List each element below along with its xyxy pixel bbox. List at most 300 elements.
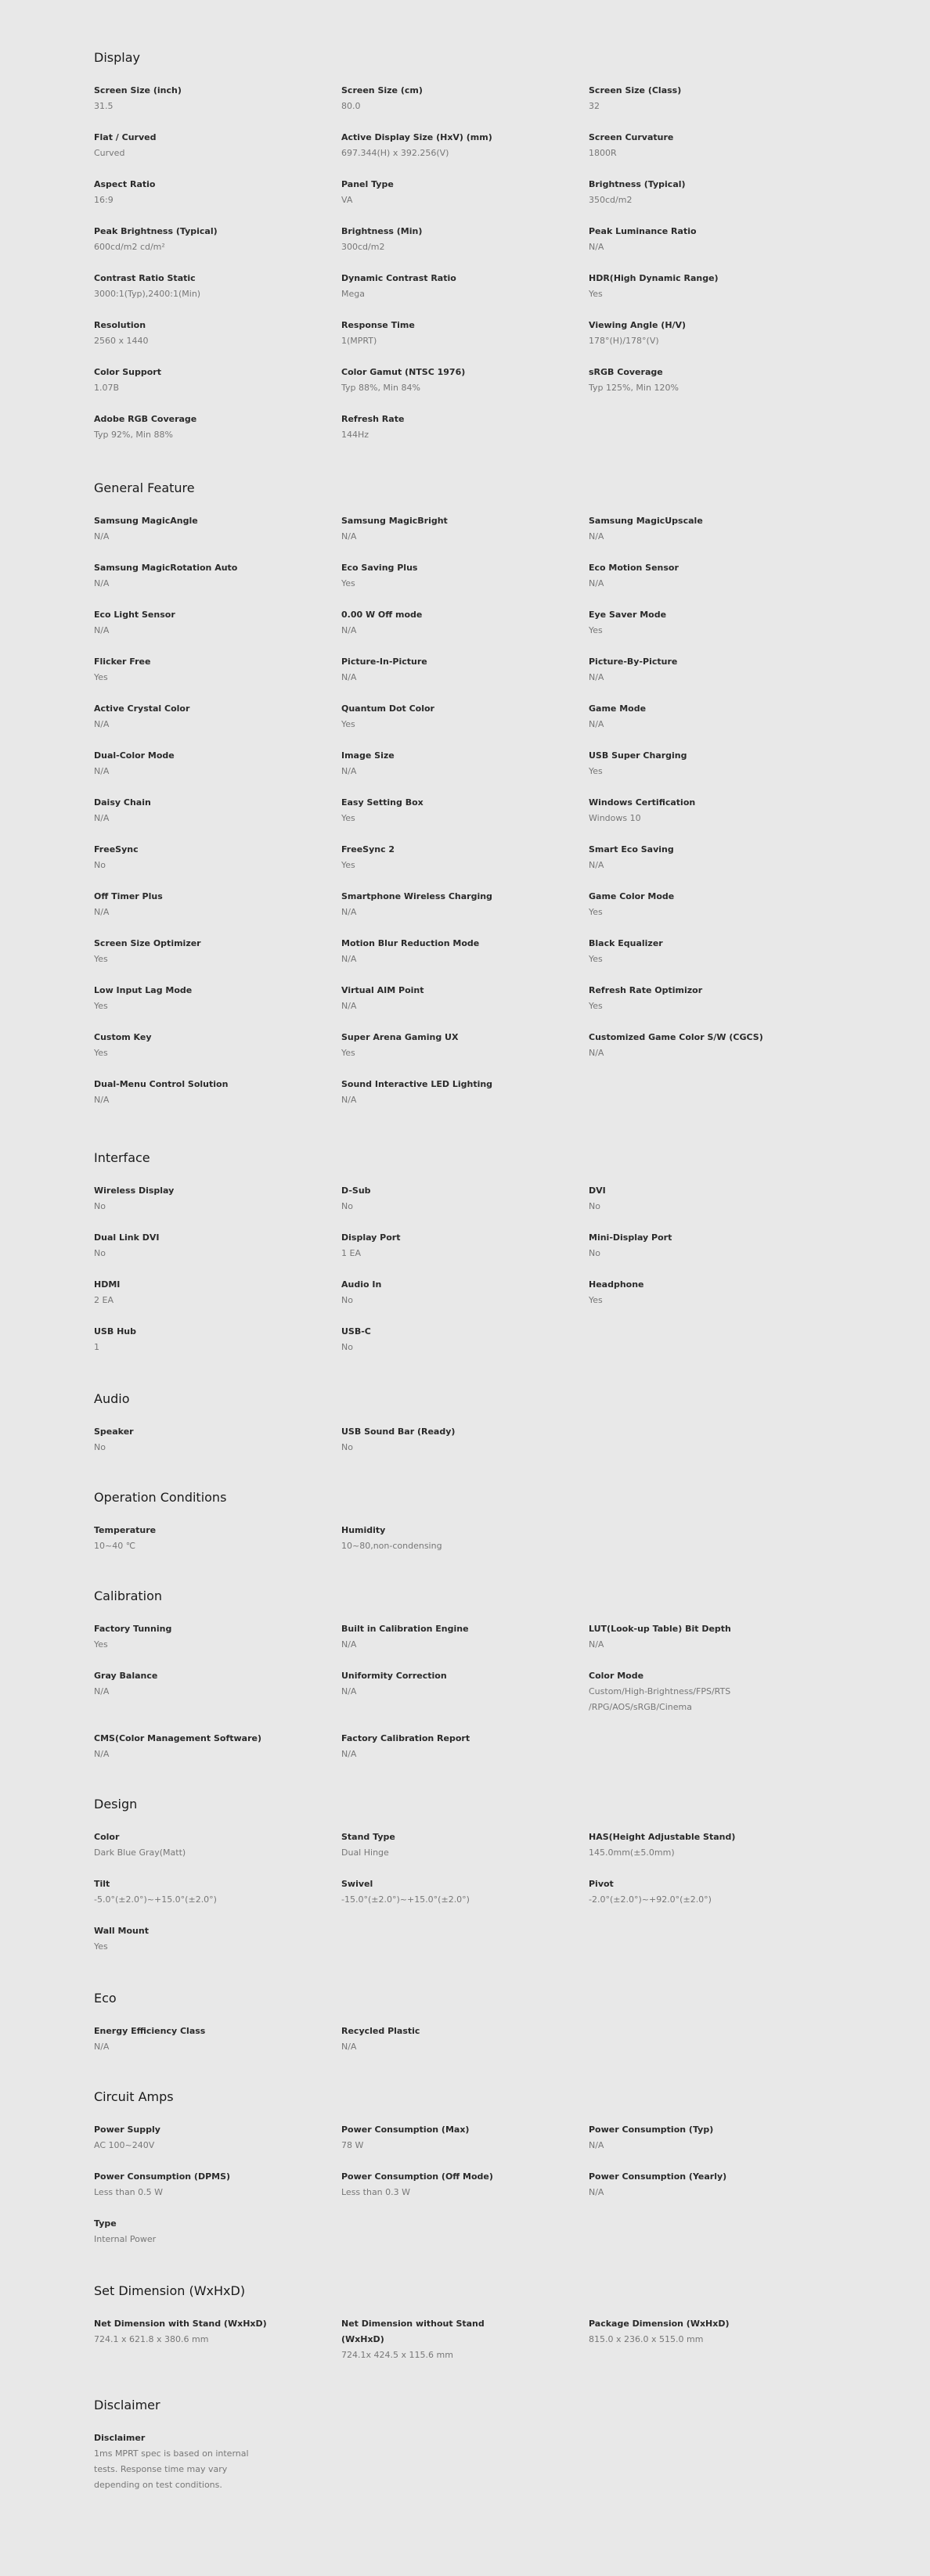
spec-label: Built in Calibration Engine (341, 1624, 469, 1634)
spec-value: N/A (589, 578, 604, 588)
spec-value: No (341, 1295, 353, 1305)
spec-custom-key (94, 1030, 325, 1061)
spec-value: No (94, 1248, 106, 1258)
spec-color-support (94, 365, 325, 396)
spec-label: Color (94, 1832, 120, 1842)
spec-factory-tunning (94, 1621, 325, 1653)
spec-dual-link-dvi (94, 1230, 325, 1261)
spec-value: No (341, 1201, 353, 1211)
spec-response-time (341, 318, 572, 349)
spec-value: Yes (589, 1001, 603, 1011)
spec-wireless-display (94, 1183, 325, 1214)
spec-label: Off Timer Plus (94, 891, 163, 901)
spec-value: N/A (94, 2042, 110, 2052)
spec-label: Pivot (589, 1879, 614, 1889)
spec-peak-brightness (94, 224, 325, 255)
section-title: Audio (94, 1391, 130, 1406)
spec-value: 32 (589, 101, 600, 111)
spec-label: Quantum Dot Color (341, 703, 434, 714)
spec-power-supply (94, 2122, 325, 2153)
spec-label: Dynamic Contrast Ratio (341, 273, 456, 283)
spec-value: N/A (589, 1048, 604, 1058)
spec-label: Screen Size (cm) (341, 85, 423, 95)
spec-pivot (589, 1876, 820, 1908)
spec-value: 2 EA (94, 1295, 114, 1305)
section-title: Disclaimer (94, 2398, 160, 2412)
spec-value: Dual Hinge (341, 1847, 389, 1858)
spec-sound-interactive-led (341, 1077, 572, 1108)
spec-lut-bit-depth (589, 1621, 820, 1653)
spec-label: Adobe RGB Coverage (94, 414, 197, 424)
section-title: Design (94, 1797, 138, 1811)
spec-dvi (589, 1183, 820, 1214)
spec-label: Recycled Plastic (341, 2026, 420, 2036)
spec-label: FreeSync 2 (341, 844, 395, 854)
spec-value: 145.0mm(±5.0mm) (589, 1847, 675, 1858)
spec-hdmi (94, 1277, 325, 1308)
spec-label: Refresh Rate Optimizor (589, 985, 703, 995)
spec-value: N/A (589, 531, 604, 541)
spec-value: Yes (589, 954, 603, 964)
spec-net-dimension-without-stand (341, 2316, 572, 2363)
spec-mini-display-port (589, 1230, 820, 1261)
spec-brightness-typical (589, 177, 820, 208)
spec-value: 300cd/m2 (341, 242, 385, 252)
spec-label: HDMI (94, 1279, 121, 1290)
spec-image-size (341, 748, 572, 779)
spec-value: 16:9 (94, 195, 114, 205)
spec-label: Customized Game Color S/W (CGCS) (589, 1032, 763, 1042)
spec-value: N/A (341, 1639, 357, 1650)
spec-value: -2.0°(±2.0°)~+92.0°(±2.0°) (589, 1894, 712, 1905)
spec-label: Eco Light Sensor (94, 610, 175, 620)
section-title: Interface (94, 1150, 150, 1165)
spec-value: N/A (94, 813, 110, 823)
spec-off-mode (341, 607, 572, 639)
spec-value: Internal Power (94, 2234, 157, 2244)
spec-label: Flicker Free (94, 657, 151, 667)
spec-value: 1800R (589, 148, 617, 158)
spec-panel-type (341, 177, 572, 208)
section-title: General Feature (94, 480, 195, 495)
spec-label: Display Port (341, 1232, 401, 1243)
spec-game-color-mode (589, 889, 820, 920)
spec-resolution (94, 318, 325, 349)
spec-label: Audio In (341, 1279, 382, 1290)
spec-windows-certification (589, 795, 820, 826)
spec-hdr (589, 271, 820, 302)
spec-value: 724.1x 424.5 x 115.6 mm (341, 2350, 453, 2360)
spec-label: Brightness (Typical) (589, 179, 686, 189)
spec-label: Game Mode (589, 703, 647, 714)
spec-low-input-lag-mode (94, 983, 325, 1014)
spec-value: AC 100~240V (94, 2140, 155, 2150)
spec-value: N/A (94, 531, 110, 541)
spec-easy-setting-box (341, 795, 572, 826)
spec-label: Aspect Ratio (94, 179, 156, 189)
spec-label: Image Size (341, 750, 395, 761)
spec-super-arena-gaming-ux (341, 1030, 572, 1061)
spec-label: HAS(Height Adjustable Stand) (589, 1832, 736, 1842)
spec-label: Eco Motion Sensor (589, 563, 679, 573)
spec-value: Yes (589, 289, 603, 299)
spec-uniformity-correction (341, 1668, 572, 1700)
spec-value: N/A (341, 907, 357, 917)
spec-flicker-free (94, 654, 325, 685)
spec-tilt (94, 1876, 325, 1908)
spec-label: Refresh Rate (341, 414, 405, 424)
spec-label: Mini-Display Port (589, 1232, 672, 1243)
spec-label: Power Consumption (Typ) (589, 2124, 714, 2135)
spec-power-consumption-dpms (94, 2169, 325, 2200)
section-title: Set Dimension (WxHxD) (94, 2283, 246, 2298)
spec-label: Disclaimer (94, 2433, 146, 2443)
spec-active-crystal-color (94, 701, 325, 732)
spec-value: N/A (341, 531, 357, 541)
spec-power-type (94, 2216, 325, 2247)
spec-value: Yes (341, 1048, 355, 1058)
spec-value: Curved (94, 148, 125, 158)
spec-value: 144Hz (341, 430, 369, 440)
spec-value: 1(MPRT) (341, 336, 377, 346)
spec-label: Samsung MagicUpscale (589, 516, 703, 526)
spec-usb-super-charging (589, 748, 820, 779)
spec-label: Dual-Menu Control Solution (94, 1079, 229, 1089)
spec-label: LUT(Look-up Table) Bit Depth (589, 1624, 731, 1634)
spec-value: Mega (341, 289, 365, 299)
spec-motion-blur-reduction (341, 936, 572, 967)
spec-label: Tilt (94, 1879, 110, 1889)
spec-value: N/A (341, 2042, 357, 2052)
spec-value: 1 (94, 1342, 99, 1352)
spec-cms (94, 1731, 325, 1762)
spec-label: Headphone (589, 1279, 644, 1290)
spec-magicupscale (589, 513, 820, 545)
spec-label: Power Consumption (Off Mode) (341, 2171, 493, 2182)
spec-label: Smartphone Wireless Charging (341, 891, 492, 901)
spec-label: Viewing Angle (H/V) (589, 320, 687, 330)
spec-value: -5.0°(±2.0°)~+15.0°(±2.0°) (94, 1894, 217, 1905)
spec-picture-in-picture (341, 654, 572, 685)
spec-label: Response Time (341, 320, 415, 330)
spec-label: Screen Size (inch) (94, 85, 182, 95)
spec-label: Eye Saver Mode (589, 610, 667, 620)
spec-value: Yes (94, 1941, 108, 1952)
spec-power-consumption-off (341, 2169, 572, 2200)
spec-label: Active Display Size (HxV) (mm) (341, 132, 492, 142)
spec-value: N/A (94, 625, 110, 635)
spec-label: Power Consumption (DPMS) (94, 2171, 231, 2182)
spec-value: N/A (94, 719, 110, 729)
spec-label: Motion Blur Reduction Mode (341, 938, 480, 948)
spec-value: N/A (341, 1686, 357, 1696)
spec-value: No (94, 860, 106, 870)
spec-screen-size-optimizer (94, 936, 325, 967)
spec-value: N/A (589, 719, 604, 729)
spec-label: Screen Size (Class) (589, 85, 682, 95)
spec-eco-motion-sensor (589, 560, 820, 592)
spec-package-dimension (589, 2316, 820, 2348)
spec-label: Brightness (Min) (341, 226, 423, 236)
spec-label: Samsung MagicRotation Auto (94, 563, 238, 573)
spec-magicrotation-auto (94, 560, 325, 592)
spec-value: N/A (341, 1749, 357, 1759)
spec-virtual-aim-point (341, 983, 572, 1014)
spec-label: Samsung MagicBright (341, 516, 448, 526)
spec-label: Samsung MagicAngle (94, 516, 198, 526)
spec-label: Contrast Ratio Static (94, 273, 196, 283)
spec-label: Speaker (94, 1427, 134, 1437)
section-title: Display (94, 50, 140, 65)
spec-value: No (589, 1201, 600, 1211)
spec-label: Package Dimension (WxHxD) (589, 2319, 730, 2329)
spec-power-consumption-typ (589, 2122, 820, 2153)
spec-daisy-chain (94, 795, 325, 826)
spec-value: Typ 88%, Min 84% (341, 383, 420, 393)
spec-label: Peak Brightness (Typical) (94, 226, 218, 236)
spec-value: 78 W (341, 2140, 364, 2150)
spec-value: Windows 10 (589, 813, 641, 823)
spec-label: Dual Link DVI (94, 1232, 160, 1243)
spec-d-sub (341, 1183, 572, 1214)
spec-label: Color Mode (589, 1671, 644, 1681)
spec-screen-curvature (589, 130, 820, 161)
spec-value: Dark Blue Gray(Matt) (94, 1847, 186, 1858)
spec-label: Custom Key (94, 1032, 152, 1042)
spec-aspect-ratio (94, 177, 325, 208)
spec-value: Less than 0.3 W (341, 2187, 411, 2197)
spec-label: FreeSync (94, 844, 139, 854)
spec-label: Easy Setting Box (341, 797, 424, 808)
spec-eco-saving-plus (341, 560, 572, 592)
spec-smart-eco-saving (589, 842, 820, 873)
spec-value: Typ 92%, Min 88% (94, 430, 173, 440)
spec-label: USB-C (341, 1326, 371, 1337)
spec-label: Type (94, 2218, 117, 2229)
spec-headphone (589, 1277, 820, 1308)
spec-label: Picture-In-Picture (341, 657, 427, 667)
section-title: Eco (94, 1991, 117, 2006)
spec-usb-hub (94, 1324, 325, 1355)
spec-label: Factory Calibration Report (341, 1733, 470, 1743)
spec-label: Swivel (341, 1879, 373, 1889)
spec-value: Yes (341, 860, 355, 870)
spec-power-consumption-max (341, 2122, 572, 2153)
spec-label: Game Color Mode (589, 891, 675, 901)
spec-value: N/A (589, 1639, 604, 1650)
spec-value: N/A (94, 1095, 110, 1105)
spec-label: Power Consumption (Yearly) (589, 2171, 727, 2182)
spec-value: 1ms MPRT spec is based on internal tests. Response time may vary depending on test conditions. (94, 2448, 249, 2490)
spec-label: Peak Luminance Ratio (589, 226, 697, 236)
spec-value: N/A (341, 625, 357, 635)
spec-label: Picture-By-Picture (589, 657, 678, 667)
spec-value: No (341, 1442, 353, 1452)
spec-label: Dual-Color Mode (94, 750, 175, 761)
section-title: Calibration (94, 1588, 163, 1603)
spec-refresh-rate (341, 412, 572, 443)
spec-smartphone-wireless-charging (341, 889, 572, 920)
spec-gray-balance (94, 1668, 325, 1700)
spec-value: N/A (94, 578, 110, 588)
spec-viewing-angle (589, 318, 820, 349)
spec-label: Super Arena Gaming UX (341, 1032, 459, 1042)
spec-freesync (94, 842, 325, 873)
spec-label: Screen Curvature (589, 132, 674, 142)
spec-value: N/A (341, 1095, 357, 1105)
spec-adobe-rgb-coverage (94, 412, 325, 443)
spec-value: N/A (341, 1001, 357, 1011)
spec-peak-luminance-ratio (589, 224, 820, 255)
spec-screen-size-cm (341, 83, 572, 114)
spec-srgb-coverage (589, 365, 820, 396)
spec-value: 815.0 x 236.0 x 515.0 mm (589, 2334, 704, 2344)
spec-value: Yes (589, 625, 603, 635)
spec-label: Daisy Chain (94, 797, 151, 808)
section-title: Circuit Amps (94, 2089, 174, 2104)
spec-label: Eco Saving Plus (341, 563, 418, 573)
spec-label: USB Super Charging (589, 750, 687, 761)
spec-picture-by-picture (589, 654, 820, 685)
spec-freesync-2 (341, 842, 572, 873)
spec-value: Yes (589, 1295, 603, 1305)
spec-value: 31.5 (94, 101, 114, 111)
spec-label: Energy Efficiency Class (94, 2026, 206, 2036)
spec-value: Yes (341, 813, 355, 823)
spec-value: Yes (341, 719, 355, 729)
spec-value: N/A (341, 954, 357, 964)
spec-value: N/A (589, 860, 604, 870)
spec-usb-c (341, 1324, 572, 1355)
spec-value: No (94, 1442, 106, 1452)
spec-factory-calibration-report (341, 1731, 572, 1762)
spec-label: Wall Mount (94, 1926, 149, 1936)
spec-label: Factory Tunning (94, 1624, 172, 1634)
spec-value: 178°(H)/178°(V) (589, 336, 659, 346)
spec-value: N/A (589, 2187, 604, 2197)
spec-value: Yes (589, 766, 603, 776)
spec-recycled-plastic (341, 2024, 572, 2055)
spec-display-port (341, 1230, 572, 1261)
spec-magicbright (341, 513, 572, 545)
spec-label: Power Consumption (Max) (341, 2124, 470, 2135)
spec-audio-in (341, 1277, 572, 1308)
spec-value: 10~40 ℃ (94, 1541, 136, 1551)
spec-value: 2560 x 1440 (94, 336, 149, 346)
spec-value: N/A (94, 1749, 110, 1759)
spec-value: 600cd/m2 cd/m² (94, 242, 165, 252)
spec-wall-mount (94, 1923, 325, 1955)
spec-value: No (94, 1201, 106, 1211)
spec-has (589, 1829, 820, 1861)
spec-label: 0.00 W Off mode (341, 610, 423, 620)
spec-speaker (94, 1424, 325, 1455)
spec-label: HDR(High Dynamic Range) (589, 273, 719, 283)
spec-label: Flat / Curved (94, 132, 157, 142)
spec-value: VA (341, 195, 353, 205)
spec-label: Temperature (94, 1525, 157, 1535)
spec-label: USB Hub (94, 1326, 136, 1337)
spec-label: sRGB Coverage (589, 367, 663, 377)
spec-label: D-Sub (341, 1185, 371, 1196)
spec-value: No (341, 1342, 353, 1352)
spec-net-dimension-with-stand (94, 2316, 325, 2348)
spec-contrast-ratio-static (94, 271, 325, 302)
spec-label: Virtual AIM Point (341, 985, 424, 995)
spec-eco-light-sensor (94, 607, 325, 639)
spec-value: Yes (94, 1639, 108, 1650)
spec-value: Yes (589, 907, 603, 917)
spec-label: Uniformity Correction (341, 1671, 447, 1681)
spec-label: Wireless Display (94, 1185, 175, 1196)
spec-label: Smart Eco Saving (589, 844, 674, 854)
spec-color (94, 1829, 325, 1861)
spec-value: Yes (94, 672, 108, 682)
spec-quantum-dot-color (341, 701, 572, 732)
spec-value: N/A (94, 1686, 110, 1696)
spec-label: DVI (589, 1185, 606, 1196)
spec-label: Panel Type (341, 179, 394, 189)
spec-screen-size-class (589, 83, 820, 114)
spec-value: 1.07B (94, 383, 120, 393)
spec-value: N/A (341, 672, 357, 682)
spec-label: Net Dimension without Stand (WxHxD) (341, 2319, 485, 2344)
spec-label: Humidity (341, 1525, 386, 1535)
spec-label: Color Gamut (NTSC 1976) (341, 367, 466, 377)
spec-disclaimer (94, 2430, 325, 2493)
spec-value: N/A (94, 907, 110, 917)
spec-value: N/A (94, 766, 110, 776)
spec-value: N/A (589, 242, 604, 252)
spec-power-consumption-yearly (589, 2169, 820, 2200)
spec-color-mode (589, 1668, 820, 1715)
spec-value: Yes (94, 1001, 108, 1011)
spec-black-equalizer (589, 936, 820, 967)
spec-humidity (341, 1523, 572, 1554)
spec-label: Net Dimension with Stand (WxHxD) (94, 2319, 267, 2329)
spec-usb-sound-bar (341, 1424, 572, 1455)
spec-label: Power Supply (94, 2124, 160, 2135)
spec-game-mode (589, 701, 820, 732)
spec-label: Active Crystal Color (94, 703, 190, 714)
spec-label: Windows Certification (589, 797, 696, 808)
spec-dual-menu-control (94, 1077, 325, 1108)
spec-temperature (94, 1523, 325, 1554)
spec-screen-size-inch (94, 83, 325, 114)
spec-value: Less than 0.5 W (94, 2187, 164, 2197)
spec-magicangle (94, 513, 325, 545)
spec-refresh-rate-optimizor (589, 983, 820, 1014)
spec-value: Custom/High-Brightness/FPS/RTS /RPG/AOS/sRGB/Cinema (589, 1686, 731, 1712)
spec-value: Yes (94, 954, 108, 964)
spec-flat-curved (94, 130, 325, 161)
spec-label: Resolution (94, 320, 146, 330)
spec-value: 724.1 x 621.8 x 380.6 mm (94, 2334, 209, 2344)
spec-brightness-min (341, 224, 572, 255)
spec-label: Stand Type (341, 1832, 395, 1842)
spec-customized-game-color (589, 1030, 820, 1061)
spec-stand-type (341, 1829, 572, 1861)
spec-value: 697.344(H) x 392.256(V) (341, 148, 449, 158)
spec-value: N/A (341, 766, 357, 776)
spec-value: Yes (94, 1048, 108, 1058)
spec-energy-efficiency-class (94, 2024, 325, 2055)
spec-active-display-size (341, 130, 572, 161)
section-title: Operation Conditions (94, 1490, 227, 1505)
spec-color-gamut (341, 365, 572, 396)
spec-value: 1 EA (341, 1248, 361, 1258)
spec-label: Sound Interactive LED Lighting (341, 1079, 493, 1089)
